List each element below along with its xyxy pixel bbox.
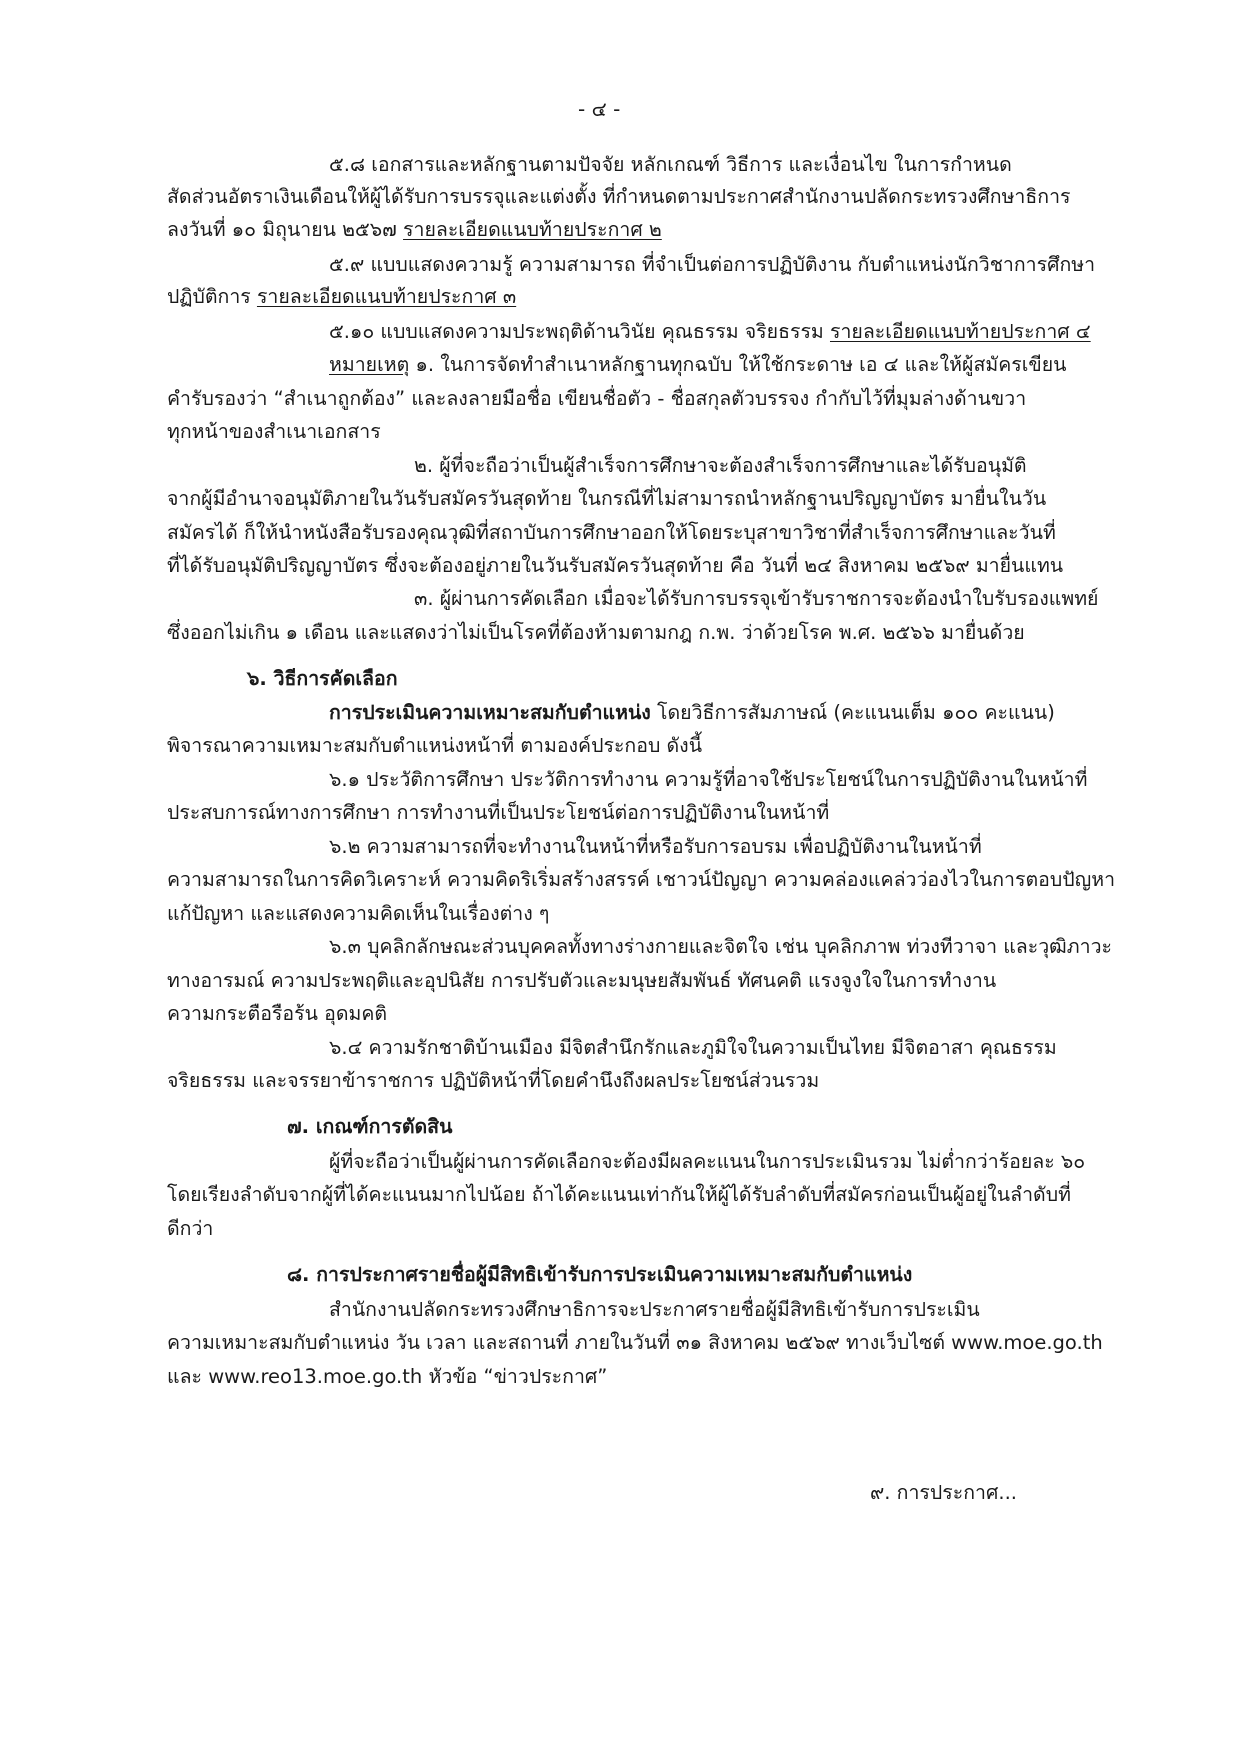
section-6-sub-method: โดยวิธีการสัมภาษณ์ (คะแนนเต็ม ๑๐๐ คะแนน) bbox=[650, 701, 1055, 724]
attachment-link-3: รายละเอียดแนบท้ายประกาศ ๓ bbox=[256, 285, 517, 308]
section-8-line3: และ www.reo13.moe.go.th หัวข้อ “ข่าวประกาศ” bbox=[167, 1365, 608, 1388]
attachment-link-4: รายละเอียดแนบท้ายประกาศ ๔ bbox=[829, 320, 1091, 343]
item-6-4-line1: ๖.๔ ความรักชาติบ้านเมือง มีจิตสำนึกรักและภูมิใจในความเป็นไทย มีจิตอาสา คุณธรรม bbox=[329, 1036, 1057, 1059]
item-5-8-line3 bbox=[167, 217, 662, 243]
item-6-2-line1: ๖.๒ ความสามารถที่จะทำงานในหน้าที่หรือรับการอบรม เพื่อปฏิบัติงานในหน้าที่ bbox=[329, 835, 982, 858]
remark-line1 bbox=[329, 352, 1066, 378]
section-8-line1: สำนักงานปลัดกระทรวงศึกษาธิการจะประกาศรายชื่อผู้มีสิทธิเข้ารับการประเมิน bbox=[329, 1298, 980, 1321]
section-8-heading: ๘. การประกาศรายชื่อผู้มีสิทธิเข้ารับการประเมินความเหมาะสมกับตำแหน่ง bbox=[287, 1263, 913, 1286]
section-7-line3: ดีกว่า bbox=[167, 1217, 214, 1240]
next-page-continuation: ๙. การประกาศ... bbox=[870, 1481, 1017, 1504]
item-6-1-line2: ประสบการณ์ทางการศึกษา การทำงานที่เป็นประโยชน์ต่อการปฏิบัติงานในหน้าที่ bbox=[167, 801, 830, 824]
item-5-8-line2: สัดส่วนอัตราเงินเดือนให้ผู้ได้รับการบรรจุและแต่งตั้ง ที่กำหนดตามประกาศสำนักงานปลัดกระทรวงศึกษาธิการ bbox=[167, 185, 1071, 208]
section-6-sub-line2: พิจารณาความเหมาะสมกับตำแหน่งหน้าที่ ตามองค์ประกอบ ดังนี้ bbox=[167, 734, 703, 757]
item-6-4-line2: จริยธรรม และจรรยาข้าราชการ ปฏิบัติหน้าที่โดยคำนึงถึงผลประโยชน์ส่วนรวม bbox=[167, 1069, 820, 1092]
item-6-1-line1: ๖.๑ ประวัติการศึกษา ประวัติการทำงาน ความรู้ที่อาจใช้ประโยชน์ในการปฏิบัติงานในหน้าที่ bbox=[329, 768, 1088, 791]
remark-p3-line1: ๓. ผู้ผ่านการคัดเลือก เมื่อจะได้รับการบรรจุเข้ารับราชการจะต้องนำใบรับรองแพทย์ bbox=[414, 587, 1099, 610]
item-5-9-position: ปฏิบัติการ bbox=[167, 285, 257, 308]
section-6-sub-line1 bbox=[329, 700, 1055, 726]
page-number: - ๔ - bbox=[578, 97, 621, 121]
item-5-8-line1: ๕.๘ เอกสารและหลักฐานตามปัจจัย หลักเกณฑ์ วิธีการ และเงื่อนไข ในการกำหนด bbox=[329, 153, 1012, 176]
item-6-3-line3: ความกระตือรือร้น อุดมคติ bbox=[167, 1002, 388, 1025]
item-5-10-text: ๕.๑๐ แบบแสดงความประพฤติด้านวินัย คุณธรรม จริยธรรม bbox=[329, 320, 830, 343]
remark-p2-line4: ที่ได้รับอนุมัติปริญญาบัตร ซึ่งจะต้องอยู่ภายในวันรับสมัครวันสุดท้าย คือ วันที่ ๒๔ สิงหาคม ๒๕๖๙ มายื่นแทน bbox=[167, 554, 1064, 577]
section-7-line2: โดยเรียงลำดับจากผู้ที่ได้คะแนนมากไปน้อย ถ้าได้คะแนนเท่ากันให้ผู้ได้รับลำดับที่สมัครก่อนเป็นผู้อยู่ในลำดับที่ bbox=[167, 1183, 1071, 1206]
item-6-3-line1: ๖.๓ บุคลิกลักษณะส่วนบุคคลทั้งทางร่างกายและจิตใจ เช่น บุคลิกภาพ ท่วงทีวาจา และวุฒิภาวะ bbox=[329, 935, 1113, 958]
item-5-9-line1: ๕.๙ แบบแสดงความรู้ ความสามารถ ที่จำเป็นต่อการปฏิบัติงาน กับตำแหน่งนักวิชาการศึกษา bbox=[329, 253, 1096, 276]
item-6-2-line2: ความสามารถในการคิดวิเคราะห์ ความคิดริเริ่มสร้างสรรค์ เชาวน์ปัญญา ความคล่องแคล่วว่องไวในการตอบปัญหา bbox=[167, 868, 1116, 891]
remark-label: หมายเหตุ bbox=[329, 353, 410, 376]
item-5-9-line2 bbox=[167, 284, 516, 310]
item-5-10 bbox=[329, 319, 1091, 345]
section-6-sub-title: การประเมินความเหมาะสมกับตำแหน่ง bbox=[329, 701, 651, 724]
item-6-3-line2: ทางอารมณ์ ความประพฤติและอุปนิสัย การปรับตัวและมนุษยสัมพันธ์ ทัศนคติ แรงจูงใจในการทำงาน bbox=[167, 969, 997, 992]
section-7-line1: ผู้ที่จะถือว่าเป็นผู้ผ่านการคัดเลือกจะต้องมีผลคะแนนในการประเมินรวม ไม่ต่ำกว่าร้อยละ ๖๐ bbox=[329, 1150, 1086, 1173]
item-5-8-date: ลงวันที่ ๑๐ มิถุนายน ๒๕๖๗ bbox=[167, 218, 404, 241]
section-8-line2: ความเหมาะสมกับตำแหน่ง วัน เวลา และสถานที่ ภายในวันที่ ๓๑ สิงหาคม ๒๕๖๙ ทางเว็บไซต์ www.moe.go.th bbox=[167, 1331, 1103, 1354]
section-7-heading: ๗. เกณฑ์การตัดสิน bbox=[287, 1115, 453, 1138]
section-6-heading: ๖. วิธีการคัดเลือก bbox=[247, 667, 398, 690]
remark-p2-line1: ๒. ผู้ที่จะถือว่าเป็นผู้สำเร็จการศึกษาจะต้องสำเร็จการศึกษาและได้รับอนุมัติ bbox=[414, 454, 1027, 477]
remark-p2-line3: สมัครได้ ก็ให้นำหนังสือรับรองคุณวุฒิที่สถาบันการศึกษาออกให้โดยระบุสาขาวิชาที่สำเร็จการศึกษาและวันที่ bbox=[167, 521, 1056, 544]
remark-line3: ทุกหน้าของสำเนาเอกสาร bbox=[167, 420, 381, 443]
item-6-2-line3: แก้ปัญหา และแสดงความคิดเห็นในเรื่องต่าง ๆ bbox=[167, 902, 550, 925]
remark-p3-line2: ซึ่งออกไม่เกิน ๑ เดือน และแสดงว่าไม่เป็นโรคที่ต้องห้ามตามกฎ ก.พ. ว่าด้วยโรค พ.ศ. ๒๕๖๖ มายื่นด้วย bbox=[167, 621, 1025, 644]
remark-text-1: ๑. ในการจัดทำสำเนาหลักฐานทุกฉบับ ให้ใช้กระดาษ เอ ๔ และให้ผู้สมัครเขียน bbox=[409, 353, 1067, 376]
remark-line2: คำรับรองว่า “สำเนาถูกต้อง” และลงลายมือชื่อ เขียนชื่อตัว - ชื่อสกุลตัวบรรจง กำกับไว้ที่มุมล่างด้านขวา bbox=[167, 387, 1027, 410]
remark-p2-line2: จากผู้มีอำนาจอนุมัติภายในวันรับสมัครวันสุดท้าย ในกรณีที่ไม่สามารถนำหลักฐานปริญญาบัตร มายื่นในวัน bbox=[167, 487, 1047, 510]
attachment-link-2: รายละเอียดแนบท้ายประกาศ ๒ bbox=[403, 218, 662, 241]
